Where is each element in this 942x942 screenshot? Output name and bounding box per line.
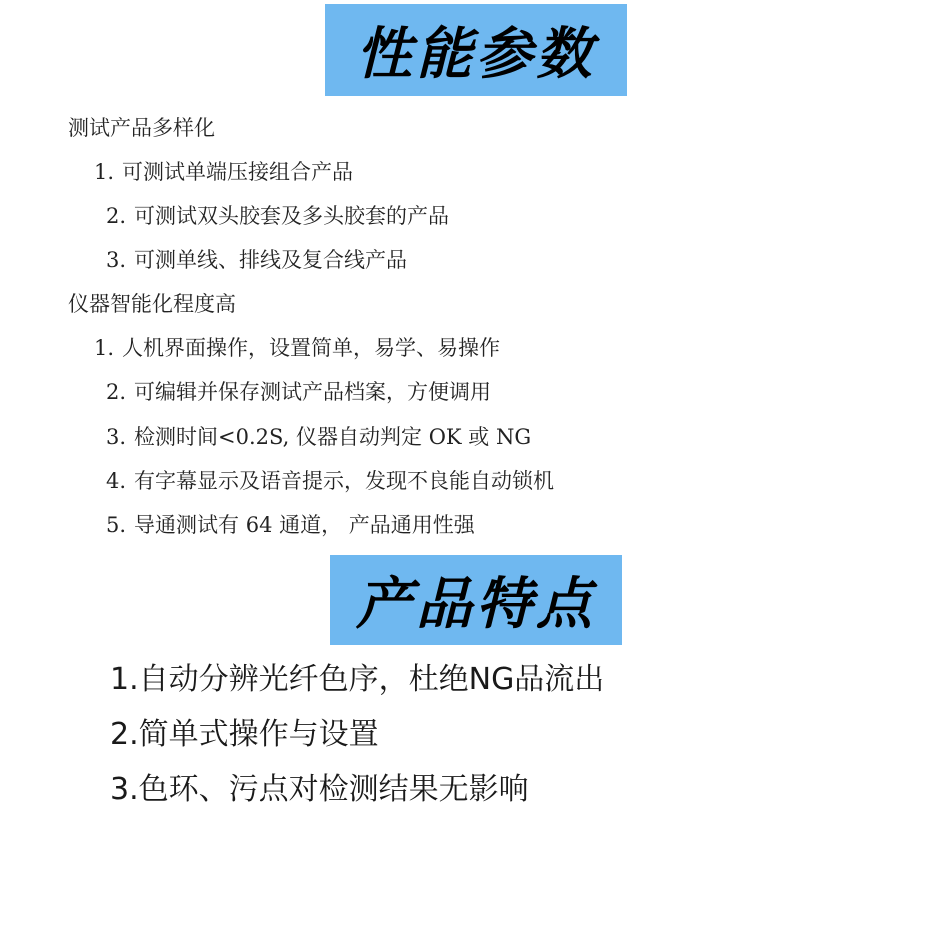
group-heading-product-variety: 测试产品多样化 xyxy=(68,116,215,140)
list-item xyxy=(94,162,353,183)
item-text: 可编辑并保存测试产品档案，方便调用 xyxy=(134,380,492,404)
feature-item: 3.色环、污点对检测结果无影响 xyxy=(110,772,529,807)
item-number: 4. xyxy=(106,469,127,493)
item-text: 可测单线、排线及复合线产品 xyxy=(134,248,408,272)
item-number: 1. xyxy=(94,160,115,184)
list-item xyxy=(106,250,407,271)
item-text: 人机界面操作，设置简单，易学、易操作 xyxy=(122,336,501,360)
item-text: 有字幕显示及语音提示，发现不良能自动锁机 xyxy=(134,469,555,493)
item-number: 1. xyxy=(94,336,115,360)
list-item xyxy=(94,338,500,359)
specs-banner: 性能参数 xyxy=(325,4,627,96)
list-item xyxy=(106,206,449,227)
feature-item: 2.简单式操作与设置 xyxy=(110,717,379,752)
feature-item: 1.自动分辨光纤色序，杜绝NG品流出 xyxy=(110,662,605,697)
item-number: 3. xyxy=(106,425,127,449)
features-banner: 产品特点 xyxy=(330,555,622,645)
list-item xyxy=(106,382,491,403)
item-text: 可测试单端压接组合产品 xyxy=(122,160,354,184)
item-text: 可测试双头胶套及多头胶套的产品 xyxy=(134,204,450,228)
item-number: 2. xyxy=(106,380,127,404)
item-number: 2. xyxy=(106,204,127,228)
item-text: 导通测试有 64 通道， 产品通用性强 xyxy=(134,513,475,537)
item-number: 5. xyxy=(106,513,127,537)
list-item xyxy=(106,427,531,448)
item-text: 检测时间<0.2S, 仪器自动判定 OK 或 NG xyxy=(134,425,532,449)
list-item xyxy=(106,515,475,536)
item-number: 3. xyxy=(106,248,127,272)
group-heading-intelligence: 仪器智能化程度高 xyxy=(68,292,236,316)
list-item xyxy=(106,471,554,492)
